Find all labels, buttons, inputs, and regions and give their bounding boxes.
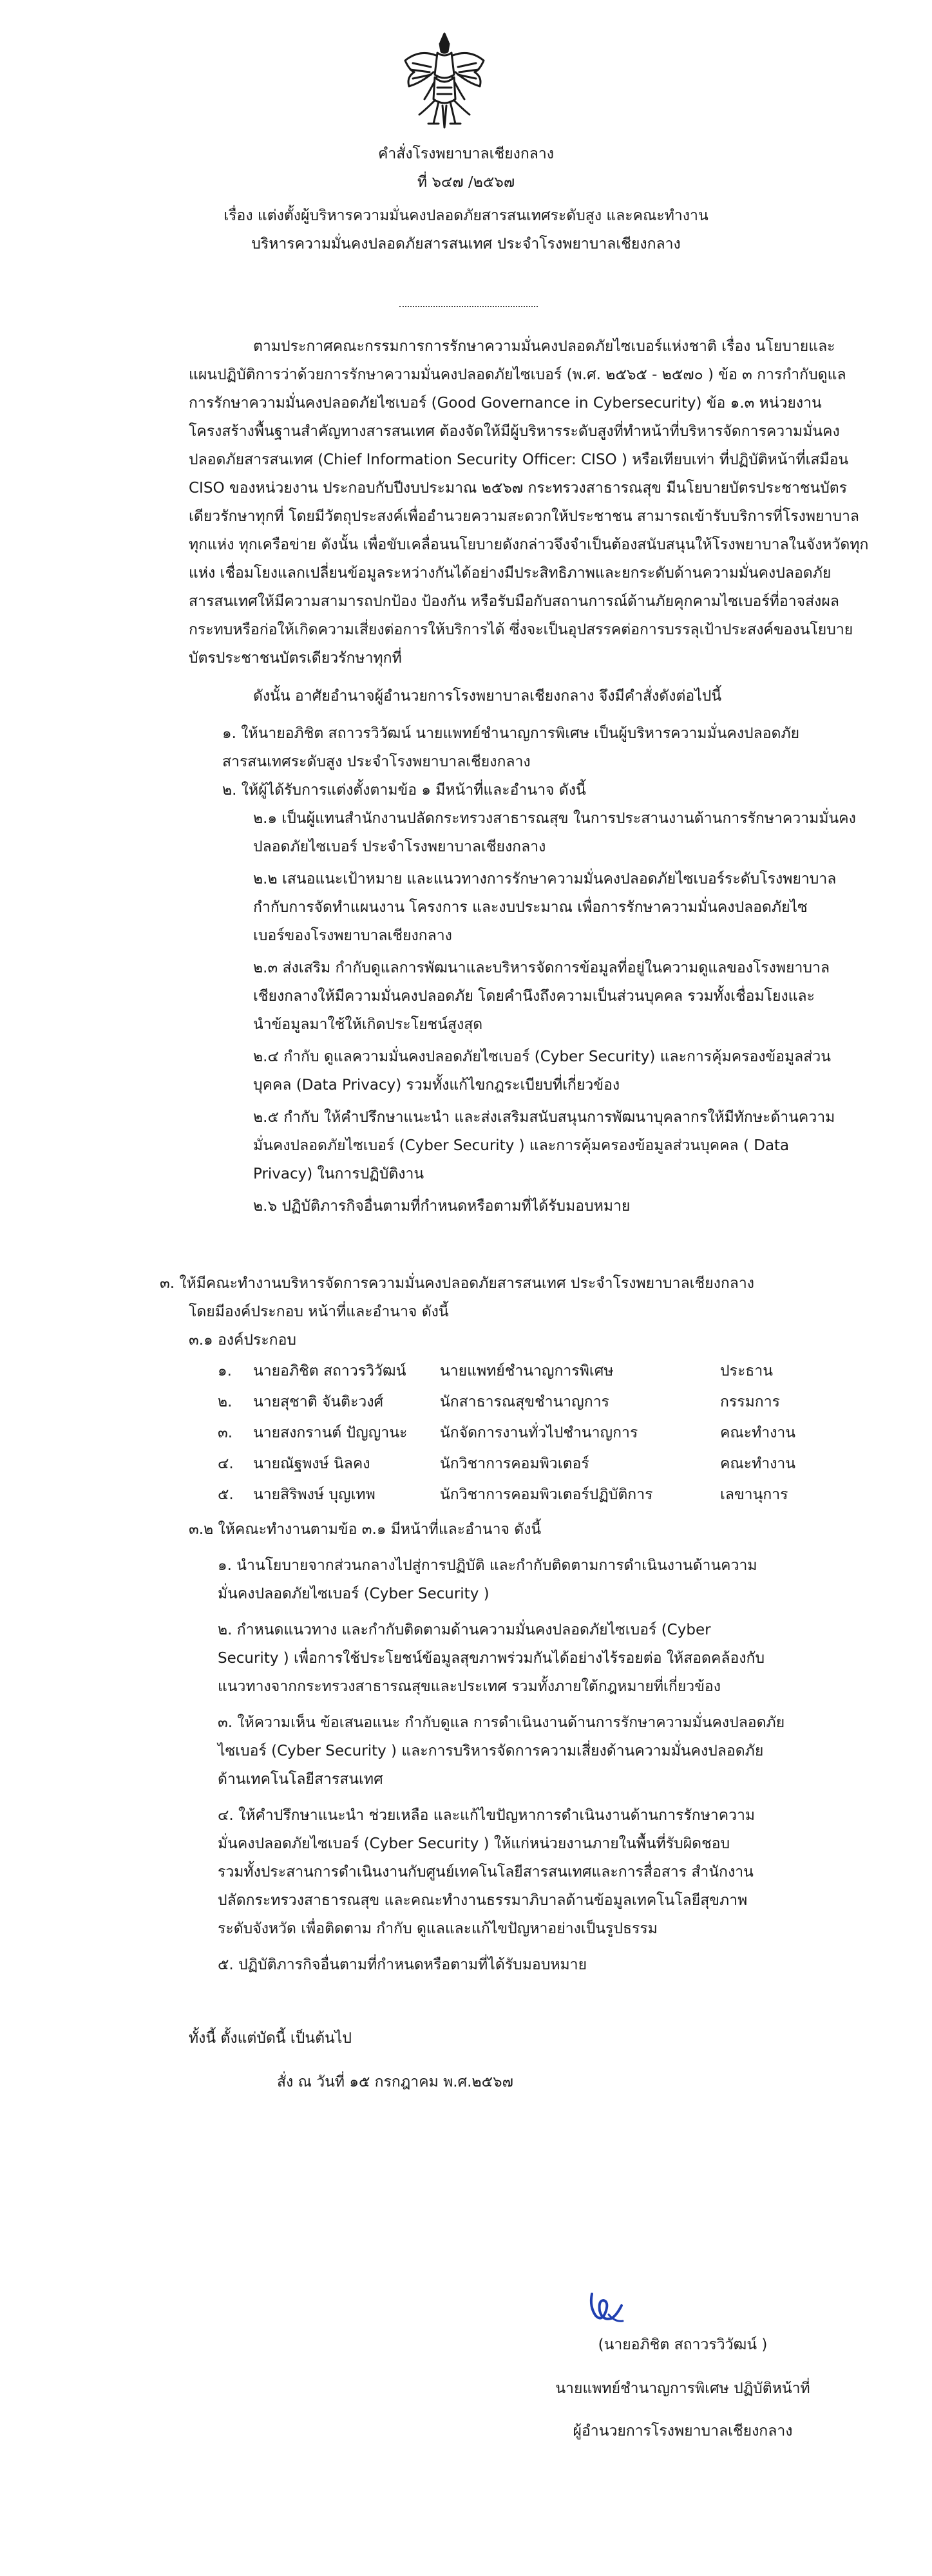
item-1-line: สารสนเทศระดับสูง ประจำโรงพยาบาลเชียงกลาง	[222, 753, 531, 770]
duty-line: ๑. นำนโยบายจากส่วนกลางไปสู่การปฏิบัติ และกำกับติดตามการดำเนินงานด้านความ	[218, 1557, 757, 1574]
item-2-line: เบอร์ของโรงพยาบาลเชียงกลาง	[253, 927, 452, 944]
member-position: นักจัดการงานทั่วไปชำนาญการ	[440, 1425, 638, 1441]
preamble-line: บัตรประชาชนบัตรเดียวรักษาทุกที่	[189, 650, 402, 667]
member-position: นักสาธารณสุขชำนาญการ	[440, 1394, 609, 1410]
signer-position-2: ผู้อำนวยการโรงพยาบาลเชียงกลาง	[573, 2423, 793, 2439]
preamble-line: การรักษาความมั่นคงปลอดภัยไซเบอร์ (Good Governance in Cybersecurity) ข้อ ๑.๓ หน่วยงาน	[189, 395, 822, 412]
preamble-line: กระทบหรือก่อให้เกิดความเสี่ยงต่อการให้บริการได้ ซึ่งจะเป็นอุปสรรคต่อการบรรลุเป้าประสงค์ของนโยบาย	[189, 621, 853, 638]
divider-dotted	[399, 306, 538, 307]
item-2-line: มั่นคงปลอดภัยไซเบอร์ (Cyber Security ) และการคุ้มครองข้อมูลส่วนบุคคล ( Data	[253, 1137, 790, 1154]
effective-line: ทั้งนี้ ตั้งแต่บัดนี้ เป็นต้นไป	[189, 2030, 352, 2047]
item-2-line: ๒.๓ ส่งเสริม กำกับดูแลการพัฒนาและบริหารจัดการข้อมูลที่อยู่ในความดูแลของโรงพยาบาล	[253, 960, 830, 976]
duty-line: แนวทางจากกระทรวงสาธารณสุขและประเทศ รวมทั้งภายใต้กฎหมายที่เกี่ยวข้อง	[218, 1678, 721, 1695]
item-2-line: นำข้อมูลมาใช้ให้เกิดประโยชน์สูงสุด	[253, 1016, 483, 1033]
duty-line: ไซเบอร์ (Cyber Security ) และการบริหารจัดการความเสี่ยงด้านความมั่นคงปลอดภัย	[218, 1743, 764, 1759]
subject-line-1: เรื่อง แต่งตั้งผู้บริหารความมั่นคงปลอดภัยสารสนเทศระดับสูง และคณะทำงาน	[223, 207, 709, 224]
member-no: ๔.	[218, 1455, 234, 1472]
order-number: ที่ ๖๔๗ /๒๕๖๗	[417, 174, 515, 191]
preamble-line: ปลอดภัยสารสนเทศ (Chief Information Security Officer: CISO ) หรือเทียบเท่า ที่ปฏิบัติหน้าที่เสมือน	[189, 451, 849, 468]
duty-line: ปลัดกระทรวงสาธารณสุข และคณะทำงานธรรมาภิบาลด้านข้อมูลเทคโนโลยีสุขภาพ	[218, 1892, 748, 1909]
preamble-line: แห่ง เชื่อมโยงแลกเปลี่ยนข้อมูลระหว่างกันได้อย่างมีประสิทธิภาพและยกระดับด้านความมั่นคงปลอดภัย	[189, 565, 832, 582]
member-role: กรรมการ	[720, 1394, 780, 1410]
member-no: ๕.	[218, 1486, 234, 1503]
item-3-sub-1: ๓.๑ องค์ประกอบ	[189, 1332, 297, 1349]
item-2-heading: ๒. ให้ผู้ได้รับการแต่งตั้งตามข้อ ๑ มีหน้าที่และอำนาจ ดังนี้	[222, 782, 586, 799]
item-2-line: ๒.๕ กำกับ ให้คำปรึกษาแนะนำ และส่งเสริมสนับสนุนการพัฒนาบุคลากรให้มีทักษะด้านความ	[253, 1109, 835, 1126]
member-name: นายสิริพงษ์ บุญเทพ	[253, 1486, 376, 1503]
item-2-line: Privacy) ในการปฏิบัติงาน	[253, 1166, 424, 1182]
preamble-line: CISO ของหน่วยงาน ประกอบกับปีงบประมาณ ๒๕๖๗ กระทรวงสาธารณสุข มีนโยบายบัตรประชาชนบัตร	[189, 480, 848, 497]
duty-line: รวมทั้งประสานการดำเนินงานกับศูนย์เทคโนโลยีสารสนเทศและการสื่อสาร สำนักงาน	[218, 1864, 754, 1880]
item-2-line: บุคคล (Data Privacy) รวมทั้งแก้ไขกฎระเบียบที่เกี่ยวข้อง	[253, 1077, 620, 1094]
preamble-line: โครงสร้างพื้นฐานสำคัญทางสารสนเทศ ต้องจัดให้มีผู้บริหารระดับสูงที่ทำหน้าที่บริหารจัดการความมั่นคง	[189, 423, 840, 440]
item-2-line: ๒.๔ กำกับ ดูแลความมั่นคงปลอดภัยไซเบอร์ (Cyber Security) และการคุ้มครองข้อมูลส่วน	[253, 1048, 831, 1065]
signer-position-1: นายแพทย์ชำนาญการพิเศษ ปฏิบัติหน้าที่	[555, 2380, 810, 2397]
item-3-sub-2: ๓.๒ ให้คณะทำงานตามข้อ ๓.๑ มีหน้าที่และอำนาจ ดังนี้	[189, 1521, 542, 1538]
member-name: นายสงกรานต์ ปัญญานะ	[253, 1425, 408, 1441]
item-2-line: เชียงกลางให้มีความมั่นคงปลอดภัย โดยคำนึงถึงความเป็นส่วนบุคคล รวมทั้งเชื่อมโยงและ	[253, 988, 815, 1005]
item-2-line: ปลอดภัยไซเบอร์ ประจำโรงพยาบาลเชียงกลาง	[253, 838, 546, 855]
signer-name: (นายอภิชิต สถาวรวิวัฒน์ )	[598, 2336, 768, 2353]
duty-line: ๕. ปฏิบัติภารกิจอื่นตามที่กำหนดหรือตามที่ได้รับมอบหมาย	[218, 1956, 587, 1973]
date-line: สั่ง ณ วันที่ ๑๕ กรกฎาคม พ.ศ.๒๕๖๗	[277, 2074, 513, 2090]
member-role: เลขานุการ	[720, 1486, 788, 1503]
order-title: คำสั่งโรงพยาบาลเชียงกลาง	[377, 146, 554, 162]
item-2-line: ๒.๖ ปฏิบัติภารกิจอื่นตามที่กำหนดหรือตามที่ได้รับมอบหมาย	[253, 1198, 631, 1215]
duty-line: ด้านเทคโนโลยีสารสนเทศ	[218, 1771, 383, 1788]
item-3-heading-2: โดยมีองค์ประกอบ หน้าที่และอำนาจ ดังนี้	[189, 1303, 449, 1320]
duty-line: มั่นคงปลอดภัยไซเบอร์ (Cyber Security ) ให้แก่หน่วยงานภายในพื้นที่รับผิดชอบ	[218, 1835, 730, 1852]
authority-line: ดังนั้น อาศัยอำนาจผู้อำนวยการโรงพยาบาลเชียงกลาง จึงมีคำสั่งดังต่อไปนี้	[253, 688, 722, 705]
member-name: นายณัฐพงษ์ นิลคง	[253, 1455, 370, 1472]
member-no: ๒.	[218, 1394, 233, 1410]
duty-line: ๒. กำหนดแนวทาง และกำกับติดตามด้านความมั่นคงปลอดภัยไซเบอร์ (Cyber	[218, 1622, 711, 1638]
preamble-line: สารสนเทศให้มีความสามารถปกป้อง ป้องกัน หรือรับมือกับสถานการณ์ด้านภัยคุกคามไซเบอร์ที่อาจส่งผล	[189, 593, 839, 610]
member-no: ๓.	[218, 1425, 233, 1441]
duty-line: ระดับจังหวัด เพื่อติดตาม กำกับ ดูแลและแก้ไขปัญหาอย่างเป็นรูปธรรม	[218, 1920, 658, 1937]
member-role: คณะทำงาน	[720, 1455, 796, 1472]
member-name: นายสุชาติ จันติะวงศ์	[253, 1394, 384, 1410]
duty-line: ๓. ให้ความเห็น ข้อเสนอแนะ กำกับดูแล การดำเนินงานด้านการรักษาความมั่นคงปลอดภัย	[218, 1714, 785, 1731]
member-role: คณะทำงาน	[720, 1425, 796, 1441]
garuda-emblem-icon	[400, 30, 489, 133]
duty-line: มั่นคงปลอดภัยไซเบอร์ (Cyber Security )	[218, 1586, 490, 1602]
member-position: นายแพทย์ชำนาญการพิเศษ	[440, 1363, 614, 1379]
preamble-line: ตามประกาศคณะกรรมการการรักษาความมั่นคงปลอดภัยไซเบอร์แห่งชาติ เรื่อง นโยบายและ	[253, 338, 835, 355]
preamble-line: เดียวรักษาทุกที่ โดยมีวัตถุประสงค์เพื่ออำนวยความสะดวกให้ประชาชน สามารถเข้ารับบริการที่โรงพยาบาล	[189, 508, 860, 525]
item-2-line: ๒.๑ เป็นผู้แทนสำนักงานปลัดกระทรวงสาธารณสุข ในการประสานงานด้านการรักษาความมั่นคง	[253, 810, 856, 827]
signature-mark-icon	[583, 2285, 628, 2330]
member-role: ประธาน	[720, 1363, 773, 1379]
item-2-line: ๒.๒ เสนอแนะเป้าหมาย และแนวทางการรักษาความมั่นคงปลอดภัยไซเบอร์ระดับโรงพยาบาล	[253, 871, 837, 887]
duty-line: Security ) เพื่อการใช้ประโยชน์ข้อมูลสุขภาพร่วมกันได้อย่างไร้รอยต่อ ให้สอดคล้องกับ	[218, 1650, 765, 1667]
item-2-line: กำกับการจัดทำแผนงาน โครงการ และงบประมาณ เพื่อการรักษาความมั่นคงปลอดภัยไซ	[253, 899, 808, 916]
member-no: ๑.	[218, 1363, 232, 1379]
duty-line: ๔. ให้คำปรึกษาแนะนำ ช่วยเหลือ และแก้ไขปัญหาการดำเนินงานด้านการรักษาความ	[218, 1807, 756, 1824]
member-name: นายอภิชิต สถาวรวิวัฒน์	[253, 1363, 406, 1379]
item-3-heading: ๓. ให้มีคณะทำงานบริหารจัดการความมั่นคงปลอดภัยสารสนเทศ ประจำโรงพยาบาลเชียงกลาง	[160, 1275, 755, 1292]
preamble-line: ทุกแห่ง ทุกเครือข่าย ดังนั้น เพื่อขับเคลื่อนนโยบายดังกล่าวจึงจำเป็นต้องสนับสนุนให้โรงพยาบาลในจังหวัดทุก	[189, 536, 869, 553]
preamble-line: แผนปฏิบัติการว่าด้วยการรักษาความมั่นคงปลอดภัยไซเบอร์ (พ.ศ. ๒๕๖๕ - ๒๕๗๐ ) ข้อ ๓ การกำกับดูแล	[189, 366, 846, 383]
member-position: นักวิชาการคอมพิวเตอร์ปฏิบัติการ	[440, 1486, 653, 1503]
subject-line-2: บริหารความมั่นคงปลอดภัยสารสนเทศ ประจำโรงพยาบาลเชียงกลาง	[251, 236, 681, 252]
item-1-line: ๑. ให้นายอภิชิต สถาวรวิวัฒน์ นายแพทย์ชำนาญการพิเศษ เป็นผู้บริหารความมั่นคงปลอดภัย	[222, 725, 800, 742]
member-position: นักวิชาการคอมพิวเตอร์	[440, 1455, 589, 1472]
